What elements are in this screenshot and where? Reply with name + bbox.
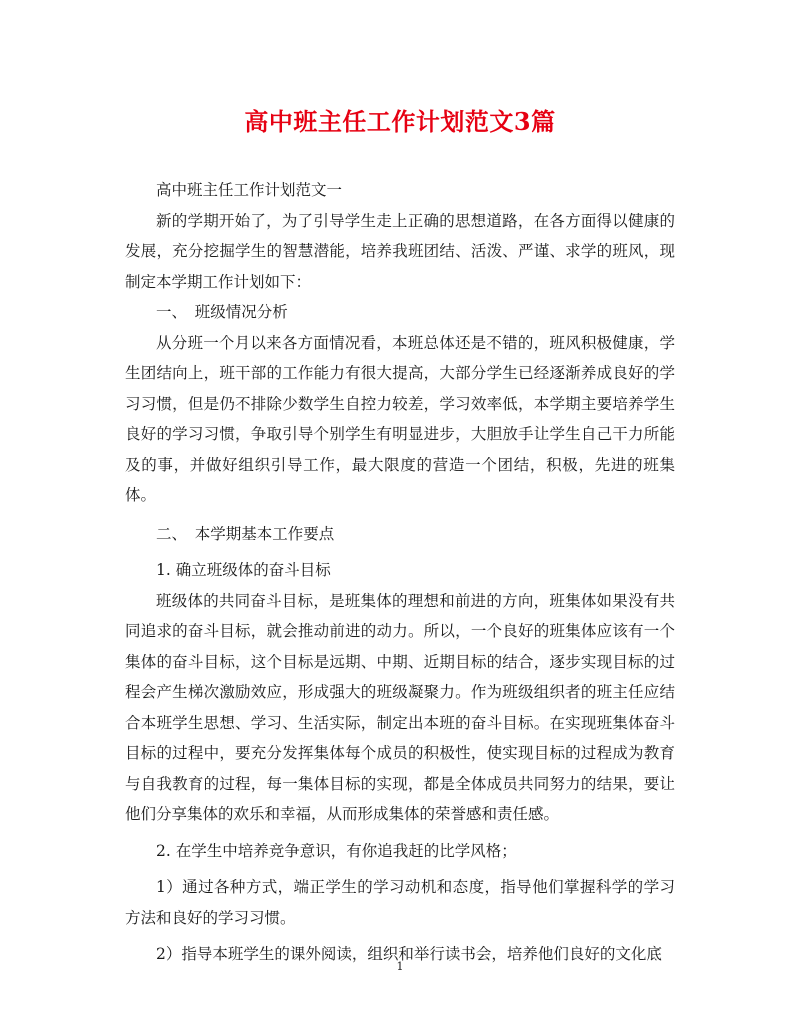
paragraph-goal: 班级体的共同奋斗目标，是班集体的理想和前进的方向，班集体如果没有共同追求的奋斗目标，就会推动前进的动力。所以，一个良好的班集体应该有一个集体的奋斗目标，这个目标是远期、中期、近期目标的结合，逐步实现目标的过程会产生梯次激励效应，形成强大的班级凝聚力。作为班级组织者的班主任应结合本班学生思想、学习、生活实际，制定出本班的奋斗目标。在实现班集体奋斗目标的过程中，要充分发挥集体每个成员的积极性，使实现目标的过程成为教育与自我教育的过程，每一集体目标的实现，都是全体成员共同努力的结果，要让他们分享集体的欢乐和幸福，从而形成集体的荣誉感和责任感。 [125,591,675,823]
paragraph-class-analysis: 从分班一个月以来各方面情况看，本班总体还是不错的，班风积极健康，学生团结向上，班干部的工作能力有很大提高，大部分学生已经逐渐养成良好的学习习惯，但是仍不排除少数学生自控力较差，学习效率低，本学期主要培养学生良好的学习习惯，争取引导个别学生有明显进步，大胆放手让学生自己干力所能及的事，并做好组织引导工作，最大限度的营造一个团结，积极，先进的班集体。 [125,333,675,504]
heading-work-points: 二、 本学期基本工作要点 [156,524,335,543]
document-body [125,175,675,970]
section-heading: 高中班主任工作计划范文一 [156,181,343,199]
list-item-1: 1）通过各种方式，端正学生的学习动机和态度，指导他们掌握科学的学习方法和良好的学习习惯。 [125,878,675,927]
document-title: 高中班主任工作计划范文3篇 [244,107,556,136]
paragraph-intro: 新的学期开始了，为了引导学生走上正确的思想道路，在各方面得以健康的发展，充分挖掘学生的智慧潜能，培养我班团结、活泼、严谨、求学的班风，现制定本学期工作计划如下： [125,211,675,291]
heading-class-analysis: 一、 班级情况分析 [156,303,288,321]
subheading-competition: 2. 在学生中培养竞争意识，有你追我赶的比学风格； [156,841,517,860]
list-item-2: 2）指导本班学生的课外阅读，组织和举行读书会，培养他们良好的文化底 [156,945,662,963]
subheading-goal: 1. 确立班级体的奋斗目标 [156,561,331,579]
page-number: 1 [396,960,404,973]
